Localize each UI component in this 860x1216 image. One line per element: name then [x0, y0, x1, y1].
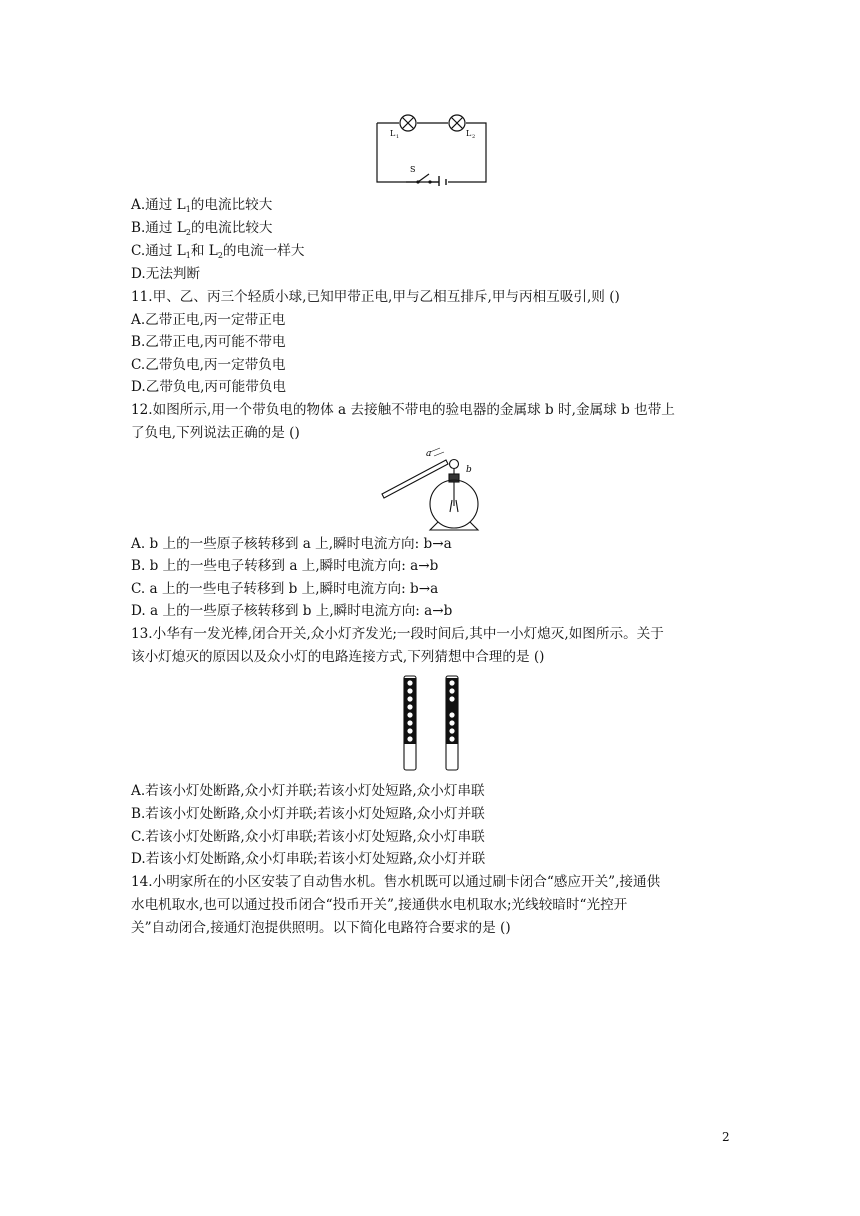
q10-option-c: C.通过 $L_1$和 $L_2$的电流一样大 [131, 243, 305, 260]
q13-option-d: D.若该小灯处断路,众小灯串联;若该小灯处短路,众小灯并联 [131, 851, 486, 867]
q13-stem-line1: 13.小华有一发光棒,闭合开关,众小灯齐发光;一段时间后,其中一小灯熄灭,如图所示。关于 [131, 626, 664, 642]
q13-stem-line2: 该小灯熄灭的原因以及众小灯的电路连接方式,下列猜想中合理的是 () [131, 649, 545, 665]
switch-s-label: S [410, 165, 416, 174]
q13-option-c: C.若该小灯处断路,众小灯串联;若该小灯处短路,众小灯串联 [131, 829, 485, 845]
q13-option-b: B.若该小灯处断路,众小灯并联;若该小灯处短路,众小灯并联 [131, 806, 485, 822]
series-circuit-figure [374, 106, 490, 186]
electroscope-figure [380, 446, 486, 532]
q11-stem: 11.甲、乙、丙三个轻质小球,已知甲带正电,甲与乙相互排斥,甲与丙相互吸引,则 () [131, 289, 620, 305]
svg-text:2: 2 [472, 134, 476, 140]
q11-option-b: B.乙带正电,丙可能不带电 [131, 334, 286, 350]
q11-option-a: A.乙带正电,丙一定带正电 [131, 312, 286, 328]
q12-option-b: B. b 上的一些电子转移到 a 上,瞬时电流方向: a→b [131, 558, 439, 574]
glow-stick-figure [400, 674, 464, 774]
q14-stem-line3: 关”自动闭合,接通灯泡提供照明。以下简化电路符合要求的是 () [131, 920, 511, 936]
q12-option-d: D. a 上的一些原子核转移到 b 上,瞬时电流方向: a→b [131, 603, 453, 619]
q14-stem-line1: 14.小明家所在的小区安装了自动售水机。售水机既可以通过刷卡闭合“感应开关”,接通供 [131, 874, 661, 890]
q11-option-c: C.乙带负电,丙一定带负电 [131, 357, 286, 373]
page-number: 2 [722, 1130, 730, 1144]
q12-option-a: A. b 上的一些原子核转移到 a 上,瞬时电流方向: b→a [131, 536, 452, 552]
q10-option-d: D.无法判断 [131, 266, 201, 282]
ball-b-label: b [466, 465, 472, 475]
q13-option-a: A.若该小灯处断路,众小灯并联;若该小灯处短路,众小灯串联 [131, 783, 485, 799]
q12-stem-line2: 了负电,下列说法正确的是 () [131, 425, 300, 441]
lamp-l2-label: L [466, 129, 472, 138]
q10-option-b: B.通过 $L_2$的电流比较大 [131, 220, 273, 237]
q12-option-c: C. a 上的一些电子转移到 b 上,瞬时电流方向: b→a [131, 581, 439, 597]
object-a-label: a [426, 449, 432, 459]
q12-stem-line1: 12.如图所示,用一个带负电的物体 a 去接触不带电的验电器的金属球 b 时,金属球 b 也带上 [131, 402, 675, 418]
q14-stem-line2: 水电机取水,也可以通过投币闭合“投币开关”,接通供水电机取水;光线较暗时“光控开 [131, 897, 628, 913]
q10-option-a: A.通过 $L_1$的电流比较大 [131, 197, 273, 214]
lamp-l1-label: L [390, 129, 396, 138]
q11-option-d: D.乙带负电,丙可能带负电 [131, 379, 286, 395]
svg-text:1: 1 [396, 134, 400, 140]
